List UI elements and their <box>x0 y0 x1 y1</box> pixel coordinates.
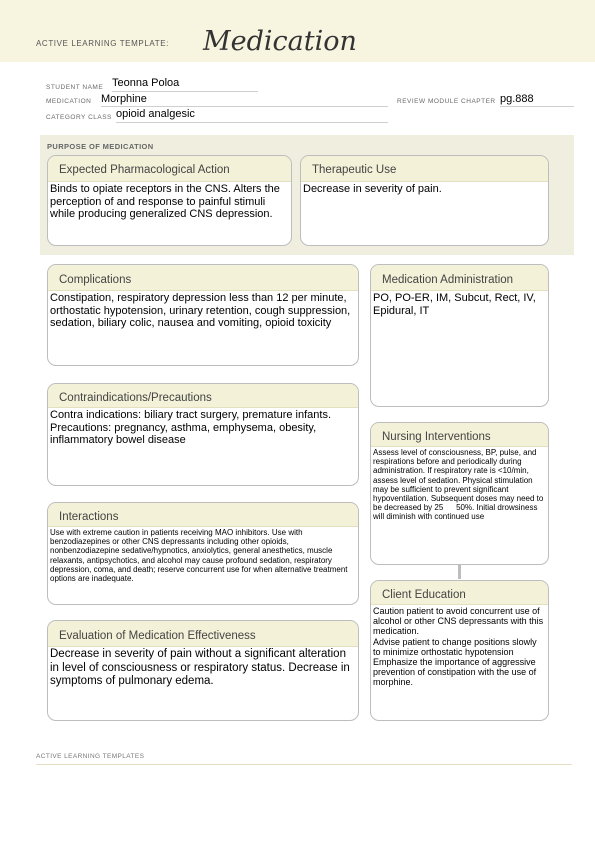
administration-box <box>370 264 549 407</box>
footer-label: ACTIVE LEARNING TEMPLATES <box>36 753 145 760</box>
interactions-title: Interactions <box>48 503 358 527</box>
interactions-box <box>47 502 359 605</box>
complications-box <box>47 264 359 366</box>
client-education-line: Caution patient to avoid concurrent use of alcohol or other CNS depressants with this medication. <box>373 606 544 637</box>
student-name-value[interactable]: Teonna Poloa <box>112 77 180 89</box>
evaluation-title: Evaluation of Medication Effectiveness <box>48 621 358 647</box>
box-connector <box>458 565 461 579</box>
medication-label: MEDICATION <box>46 98 92 105</box>
student-name-label: STUDENT NAME <box>46 84 104 91</box>
therapeutic-use-box <box>300 155 549 246</box>
category-class-value[interactable]: opioid analgesic <box>116 108 195 120</box>
review-module-value[interactable]: pg.888 <box>500 93 534 105</box>
review-module-label: REVIEW MODULE CHAPTER <box>397 98 496 105</box>
client-education-line: Emphasize the importance of aggressive prevention of constipation with the use of morphine. <box>373 657 537 688</box>
client-education-title: Client Education <box>371 581 548 605</box>
category-class-underline <box>116 122 388 123</box>
expected-action-text[interactable]: Binds to opiate receptors in the CNS. Alters the perception of and response to painful stimuli while producing generalized CNS depression. <box>50 183 280 220</box>
interactions-text[interactable]: Use with extreme caution in patients receiving MAO inhibitors. Use with benzodiazepines or other CNS depressants including other opioids, nonbenzodiazepine sedative/hypnotics, anxiolytics, general anesthetics, muscle relaxants, antipsychotics, and alcohol may cause profound sedation, respiratory depression, coma, and death; reserve concurrent use for when alternative treatment options are inadequate. <box>50 528 348 584</box>
complications-text[interactable]: Constipation, respiratory depression less than 12 per minute, orthostatic hypotension, urinary retention, cough suppression, sedation, biliary colic, nausea and vomiting, opioid toxicity <box>50 292 351 329</box>
contraindications-text[interactable]: Contra indications: biliary tract surgery, premature infants. Precautions: pregnancy, asthma, emphysema, obesity, inflammatory bowel disease <box>50 409 332 446</box>
administration-title: Medication Administration <box>371 265 548 291</box>
complications-title: Complications <box>48 265 358 291</box>
nursing-interventions-box <box>370 422 549 565</box>
category-class-label: CATEGORY CLASS <box>46 114 112 121</box>
purpose-label: PURPOSE OF MEDICATION <box>47 142 154 151</box>
contraindications-title: Contraindications/Precautions <box>48 384 358 408</box>
administration-text[interactable]: PO, PO-ER, IM, Subcut, Rect, IV, Epidural, IT <box>373 292 536 317</box>
evaluation-box <box>47 620 359 721</box>
client-education-box <box>370 580 549 721</box>
evaluation-text[interactable]: Decrease in severity of pain without a significant alteration in level of consciousness or respiratory status. Decrease in symptoms of pulmonary edema. <box>50 648 350 687</box>
contraindications-box <box>47 383 359 486</box>
student-name-underline <box>112 91 258 92</box>
nursing-interventions-text[interactable]: Assess level of consciousness, BP, pulse, and respirations before and periodically during administration. If respiratory rate is <10/min, assess level of sedation. Physical stimulation may be sufficient to prevent significant hypoventilation. Subsequent doses may need to be decreased by 2550%. Initial drowsiness will diminish with continued use <box>373 448 544 522</box>
therapeutic-use-text[interactable]: Decrease in severity of pain. <box>303 183 442 195</box>
therapeutic-use-title: Therapeutic Use <box>301 156 548 182</box>
review-module-underline <box>500 106 574 107</box>
medication-value[interactable]: Morphine <box>101 93 147 105</box>
client-education-line: Advise patient to change positions slowly to minimize orthostatic hypotension <box>373 636 537 657</box>
nursing-interventions-title: Nursing Interventions <box>371 423 548 447</box>
expected-action-title: Expected Pharmacological Action <box>48 156 291 182</box>
medication-underline <box>101 106 388 107</box>
template-label: ACTIVE LEARNING TEMPLATE: <box>36 39 169 48</box>
footer-rule <box>36 764 572 765</box>
template-title: Medication <box>203 26 357 57</box>
client-education-text[interactable] <box>371 605 548 688</box>
expected-action-box <box>47 155 292 246</box>
